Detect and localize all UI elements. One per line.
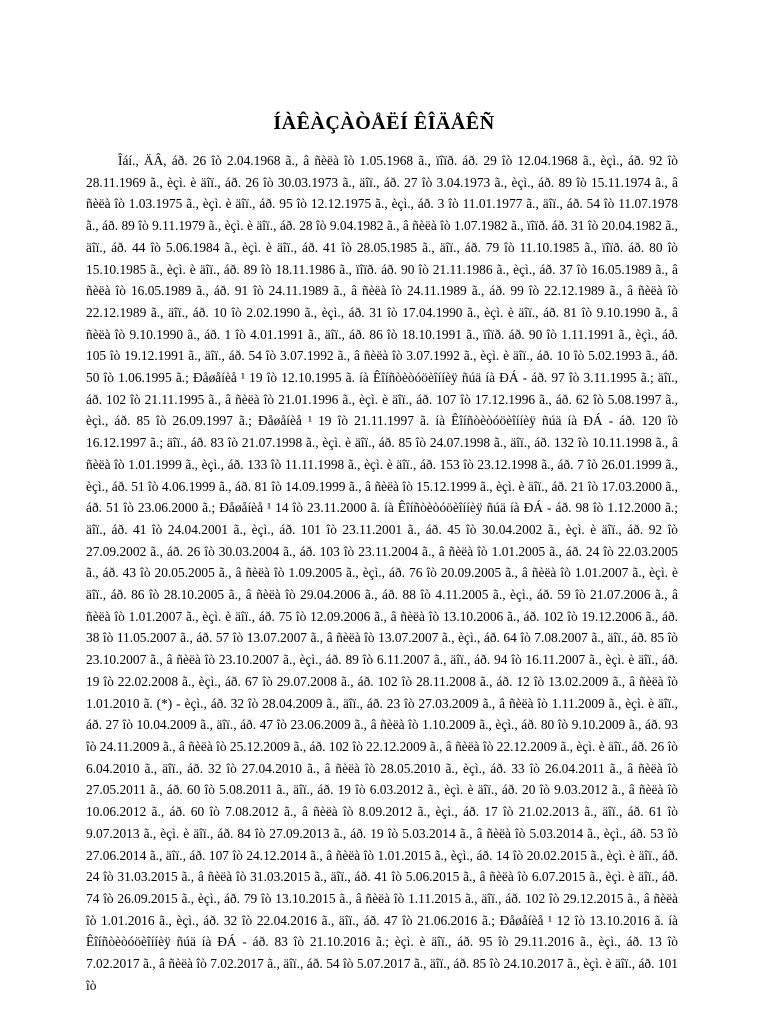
document-body-paragraph: Îáí., ÄÂ, áð. 26 îò 2.04.1968 ã., â ñèëà îò 1.05.1968 ã., ïîïð. áð. 29 îò 12.04.1968 ã., èçì., áð. 92 îò 28.11.1969 ã., èçì. è äîï., áð. 26 îò 30.03.1973 ã., äîï., áð. 27 îò 3.04.1973 ã., èçì., áð. 89 îò 15.11.1974 ã., â ñèëà îò 1.03.1975 ã., èçì. è äîï., áð. 95 îò 12.12.1975 ã., èçì., áð. 3 îò 11.01.1977 ã., äîï., áð. 54 îò 11.07.1978 ã., áð. 89 îò 9.11.1979 ã., èçì. è äîï., áð. 28 îò 9.04.1982 ã., â ñèëà îò 1.07.1982 ã., ïîïð. áð. 31 îò 20.04.1982 ã., äîï., áð. 44 îò 5.06.1984 ã., èçì. è äîï., áð. 41 îò 28.05.1985 ã., äîï., áð. 79 îò 11.10.1985 ã., ïîïð. áð. 80 îò 15.10.1985 ã., èçì. è äîï., áð. 89 îò 18.11.1986 ã., ïîïð. áð. 90 îò 21.11.1986 ã., èçì., áð. 37 îò 16.05.1989 ã., â ñèëà îò 16.05.1989 ã., áð. 91 îò 24.11.1989 ã., â ñèëà îò 24.11.1989 ã., áð. 99 îò 22.12.1989 ã., â ñèëà îò 22.12.1989 ã., äîï., áð. 10 îò 2.02.1990 ã., èçì., áð. 31 îò 17.04.1990 ã., èçì. è äîï., áð. 81 îò 9.10.1990 ã., â ñèëà îò 9.10.1990 ã., áð. 1 îò 4.01.1991 ã., äîï., áð. 86 îò 18.10.1991 ã., ïîïð. áð. 90 îò 1.11.1991 ã., èçì., áð. 105 îò 19.12.1991 ã., äîï., áð. 54 îò 3.07.1992 ã., â ñèëà îò 3.07.1992 ã., èçì. è äîï., áð. 10 îò 5.02.1993 ã., áð. 50 îò 1.06.1995 ã.; Ðåøåíèå ¹ 19 îò 12.10.1995 ã. íà Êîíñòèòóöèîííèÿ ñúä íà ÐÁ - áð. 97 îò 3.11.1995 ã.; äîï., áð. 102 îò 21.11.1995 ã., â ñèëà îò 21.01.1996 ã., èçì. è äîï., áð. 107 îò 17.12.1996 ã., áð. 62 îò 5.08.1997 ã., èçì., áð. 85 îò 26.09.1997 ã.; Ðåøåíèå ¹ 19 îò 21.11.1997 ã. íà Êîíñòèòóöèîííèÿ ñúä íà ÐÁ - áð. 120 îò 16.12.1997 ã.; äîï., áð. 83 îò 21.07.1998 ã., èçì. è äîï., áð. 85 îò 24.07.1998 ã., äîï., áð. 132 îò 10.11.1998 ã., â ñèëà îò 1.01.1999 ã., èçì., áð. 133 îò 11.11.1998 ã., èçì. è äîï., áð. 153 îò 23.12.1998 ã., áð. 7 îò 26.01.1999 ã., èçì., áð. 51 îò 4.06.1999 ã., áð. 81 îò 14.09.1999 ã., â ñèëà îò 15.12.1999 ã., èçì. è äîï., áð. 21 îò 17.03.2000 ã., áð. 51 îò 23.06.2000 ã.; Ðåøåíèå ¹ 14 îò 23.11.2000 ã. íà Êîíñòèòóöèîííèÿ ñúä íà ÐÁ - áð. 98 îò 1.12.2000 ã.; äîï., áð. 41 îò 24.04.2001 ã., èçì., áð. 101 îò 23.11.2001 ã., áð. 45 îò 30.04.2002 ã., èçì. è äîï., áð. 92 îò 27.09.2002 ã., áð. 26 îò 30.03.2004 ã., áð. 103 îò 23.11.2004 ã., â ñèëà îò 1.01.2005 ã., áð. 24 îò 22.03.2005 ã., áð. 43 îò 20.05.2005 ã., â ñèëà îò 1.09.2005 ã., èçì., áð. 76 îò 20.09.2005 ã., â ñèëà îò 1.01.2007 ã., èçì. è äîï., áð. 86 îò 28.10.2005 ã., â ñèëà îò 29.04.2006 ã., áð. 88 îò 4.11.2005 ã., èçì., áð. 59 îò 21.07.2006 ã., â ñèëà îò 1.01.2007 ã., èçì. è äîï., áð. 75 îò 12.09.2006 ã., â ñèëà îò 13.10.2006 ã., áð. 102 îò 19.12.2006 ã., áð. 38 îò 11.05.2007 ã., áð. 57 îò 13.07.2007 ã., â ñèëà îò 13.07.2007 ã., èçì., áð. 64 îò 7.08.2007 ã., äîï., áð. 85 îò 23.10.2007 ã., â ñèëà îò 23.10.2007 ã., èçì., áð. 89 îò 6.11.2007 ã., äîï., áð. 94 îò 16.11.2007 ã., èçì. è äîï., áð. 19 îò 22.02.2008 ã., èçì., áð. 67 îò 29.07.2008 ã., áð. 102 îò 28.11.2008 ã., áð. 12 îò 13.02.2009 ã., â ñèëà îò 1.01.2010 ã. (*) - èçì., áð. 32 îò 28.04.2009 ã., äîï., áð. 23 îò 27.03.2009 ã., â ñèëà îò 1.11.2009 ã., èçì. è äîï., áð. 27 îò 10.04.2009 ã., äîï., áð. 47 îò 23.06.2009 ã., â ñèëà îò 1.10.2009 ã., èçì., áð. 80 îò 9.10.2009 ã., áð. 93 îò 24.11.2009 ã., â ñèëà îò 25.12.2009 ã., áð. 102 îò 22.12.2009 ã., â ñèëà îò 22.12.2009 ã., èçì. è äîï., áð. 26 îò 6.04.2010 ã., äîï., áð. 32 îò 27.04.2010 ã., â ñèëà îò 28.05.2010 ã., èçì., áð. 33 îò 26.04.2011 ã., â ñèëà îò 27.05.2011 ã., áð. 60 îò 5.08.2011 ã., äîï., áð. 19 îò 6.03.2012 ã., èçì. è äîï., áð. 20 îò 9.03.2012 ã., â ñèëà îò 10.06.2012 ã., áð. 60 îò 7.08.2012 ã., â ñèëà îò 8.09.2012 ã., èçì., áð. 17 îò 21.02.2013 ã., äîï., áð. 61 îò 9.07.2013 ã., èçì. è äîï., áð. 84 îò 27.09.2013 ã., áð. 19 îò 5.03.2014 ã., â ñèëà îò 5.03.2014 ã., èçì., áð. 53 îò 27.06.2014 ã., äîï., áð. 107 îò 24.12.2014 ã., â ñèëà îò 1.01.2015 ã., èçì., áð. 14 îò 20.02.2015 ã., èçì. è äîï., áð. 24 îò 31.03.2015 ã., â ñèëà îò 31.03.2015 ã., äîï., áð. 41 îò 5.06.2015 ã., â ñèëà îò 6.07.2015 ã., èçì. è äîï., áð. 74 îò 26.09.2015 ã., èçì., áð. 79 îò 13.10.2015 ã., â ñèëà îò 1.11.2015 ã., äîï., áð. 102 îò 29.12.2015 ã., â ñèëà îò 1.01.2016 ã., èçì., áð. 32 îò 22.04.2016 ã., äîï., áð. 47 îò 21.06.2016 ã.; Ðåøåíèå ¹ 12 îò 13.10.2016 ã. íà Êîíñòèòóöèîííèÿ ñúä íà ÐÁ - áð. 83 îò 21.10.2016 ã.; èçì. è äîï., áð. 95 îò 29.11.2016 ã., èçì., áð. 13 îò 7.02.2017 ã., â ñèëà îò 7.02.2017 ã., äîï., áð. 54 îò 5.07.2017 ã., äîï., áð. 85 îò 24.10.2017 ã., èçì. è äîï., áð. 101 îò bbox=[86, 153, 678, 993]
document-title: ÍÀÊÀÇÀÒÅËÍ ÊÎÄÅÊÑ bbox=[273, 112, 495, 134]
